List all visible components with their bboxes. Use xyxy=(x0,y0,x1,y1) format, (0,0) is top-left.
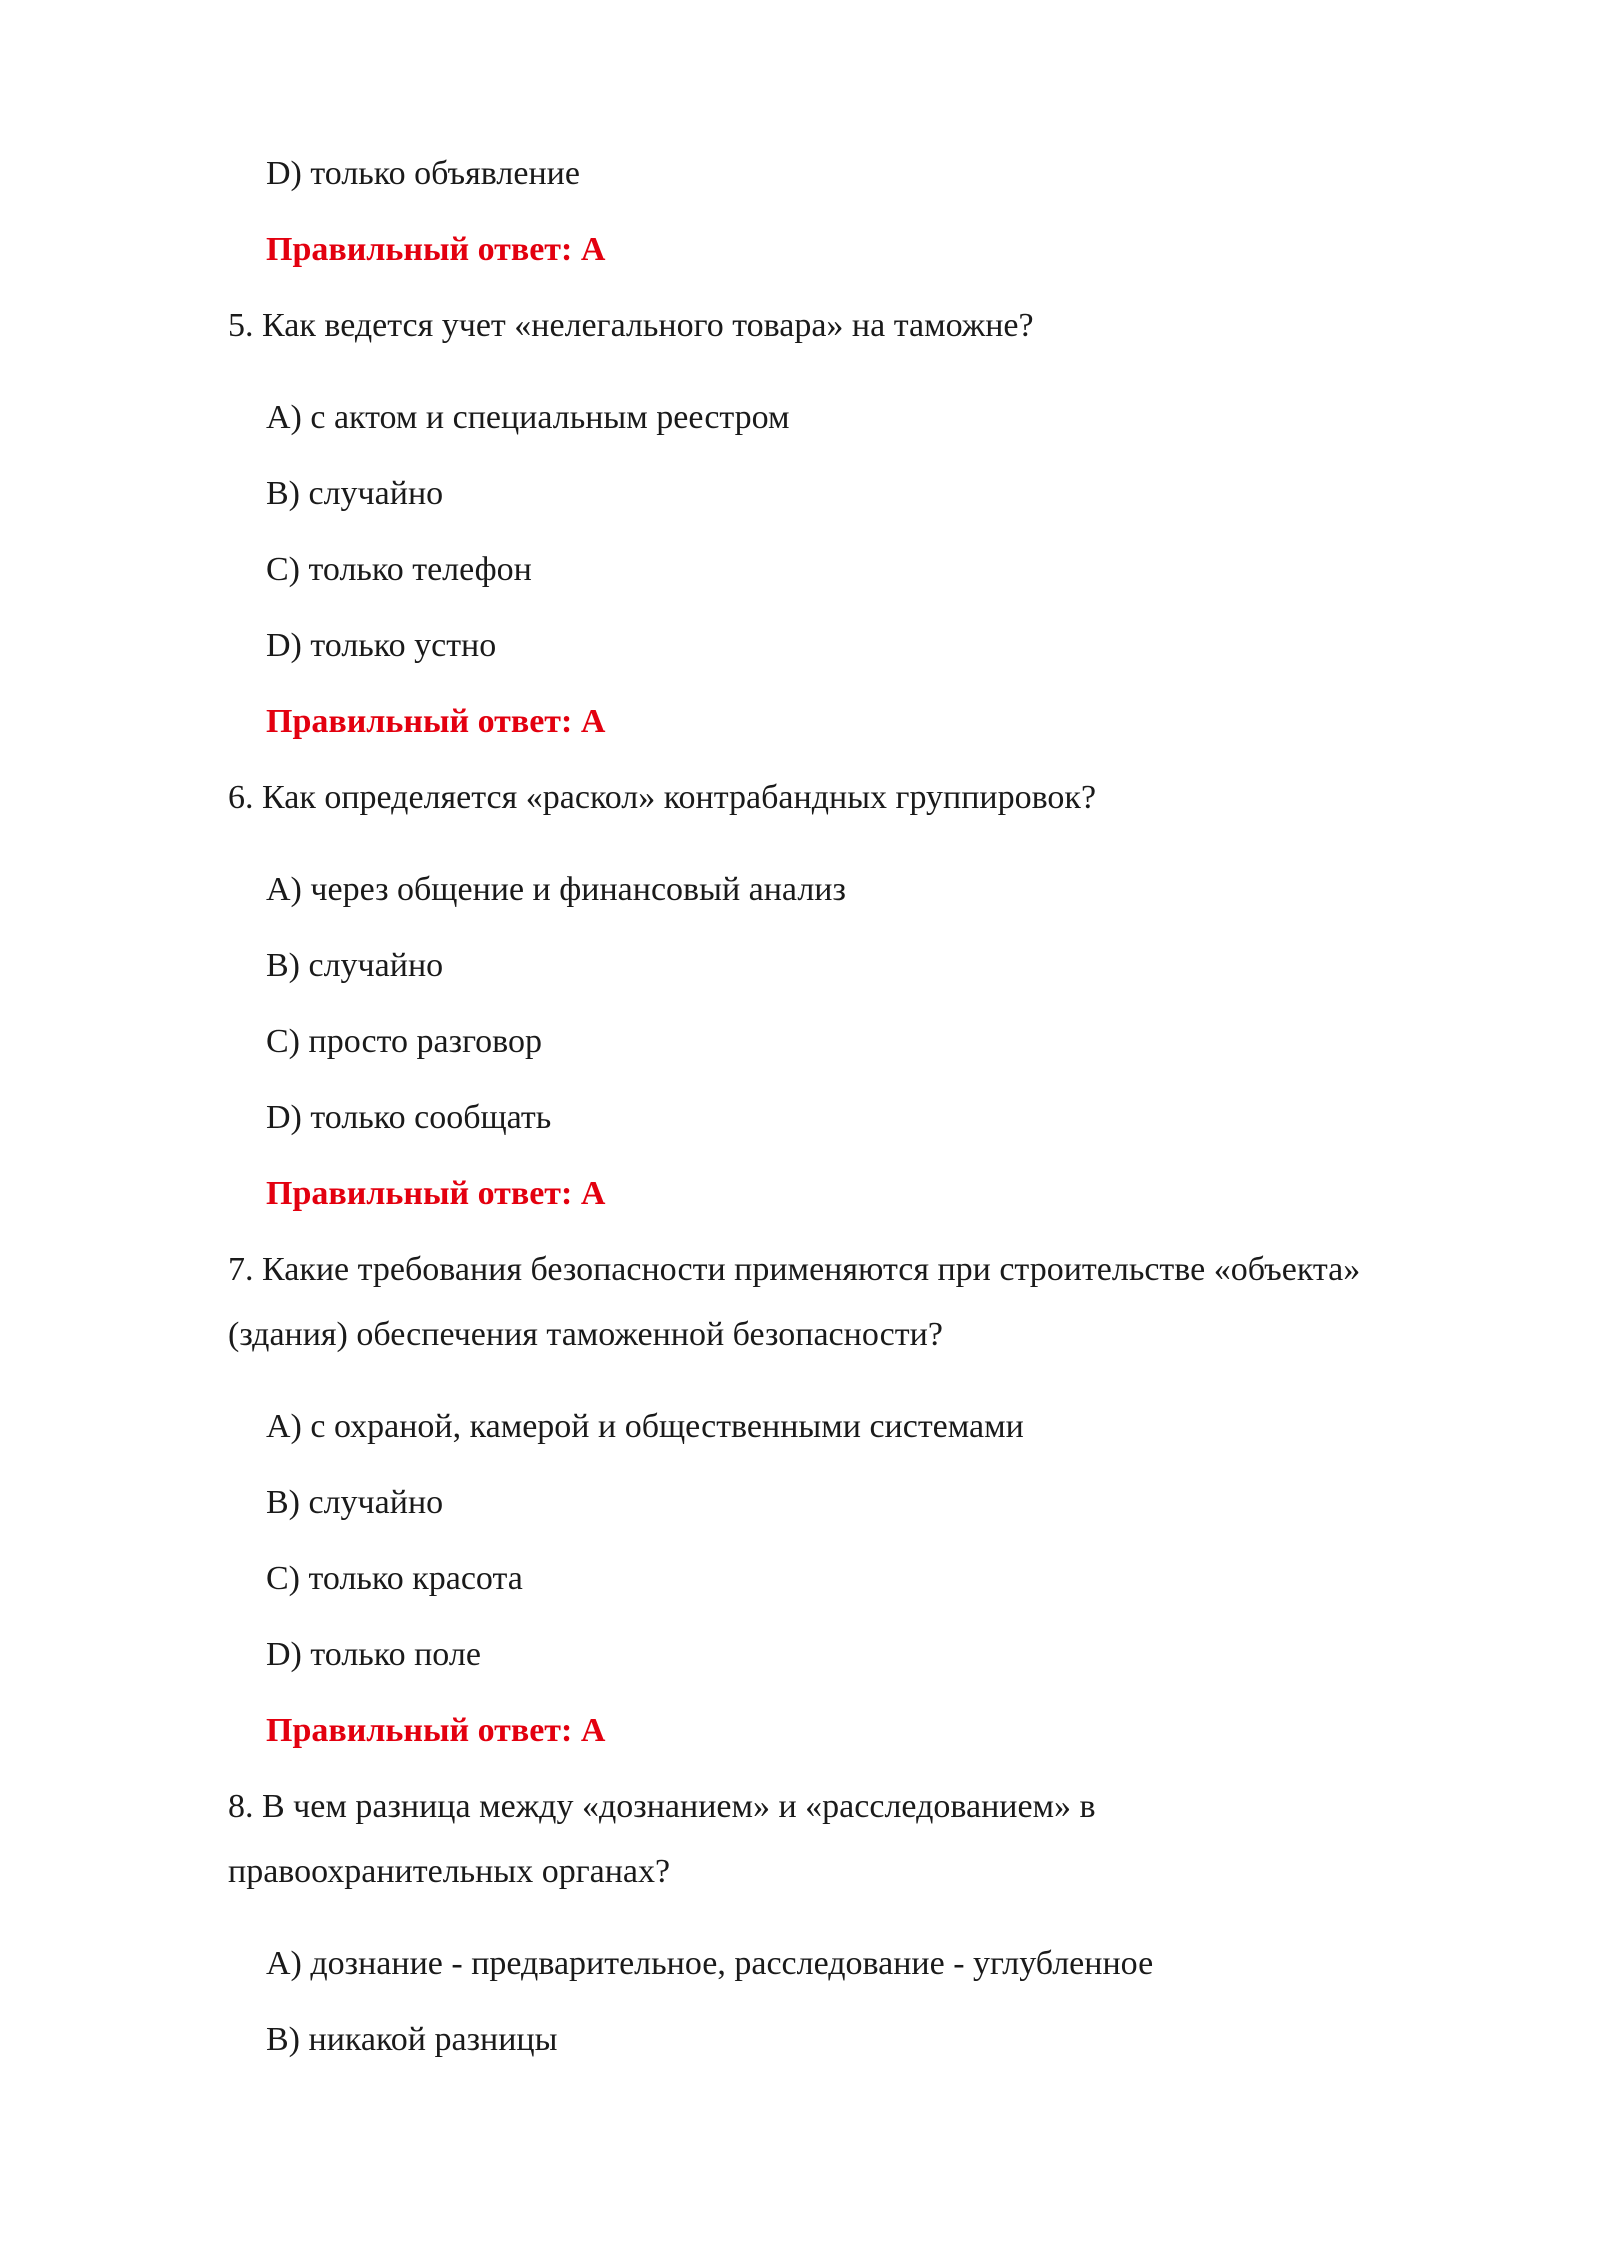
option-d: D) только объявление xyxy=(266,155,580,192)
option-d: D) только поле xyxy=(266,1636,481,1673)
option-b: B) случайно xyxy=(266,475,444,512)
correct-answer: Правильный ответ: А xyxy=(266,703,606,740)
option-b: B) случайно xyxy=(266,947,444,984)
question-text: 6. Как определяется «раскол» контрабандных группировок? xyxy=(228,779,1097,816)
question-text-continued: (здания) обеспечения таможенной безопасности? xyxy=(228,1316,943,1353)
option-b: B) случайно xyxy=(266,1484,444,1521)
question-text-continued: правоохранительных органах? xyxy=(228,1853,671,1890)
option-a: A) дознание - предварительное, расследование - углубленное xyxy=(266,1945,1154,1982)
option-d: D) только устно xyxy=(266,627,497,664)
question-text: 5. Как ведется учет «нелегального товара» на таможне? xyxy=(228,307,1034,344)
correct-answer: Правильный ответ: А xyxy=(266,231,606,268)
option-a: A) через общение и финансовый анализ xyxy=(266,871,846,908)
question-text: 7. Какие требования безопасности применяются при строительстве «объекта» xyxy=(228,1251,1361,1288)
option-c: C) только красота xyxy=(266,1560,523,1597)
correct-answer: Правильный ответ: А xyxy=(266,1712,606,1749)
option-a: A) с охраной, камерой и общественными системами xyxy=(266,1408,1024,1445)
option-c: C) просто разговор xyxy=(266,1023,542,1060)
option-b: B) никакой разницы xyxy=(266,2021,558,2058)
option-a: A) с актом и специальным реестром xyxy=(266,399,790,436)
question-text: 8. В чем разница между «дознанием» и «расследованием» в xyxy=(228,1788,1096,1825)
correct-answer: Правильный ответ: А xyxy=(266,1175,606,1212)
option-c: C) только телефон xyxy=(266,551,532,588)
option-d: D) только сообщать xyxy=(266,1099,552,1136)
